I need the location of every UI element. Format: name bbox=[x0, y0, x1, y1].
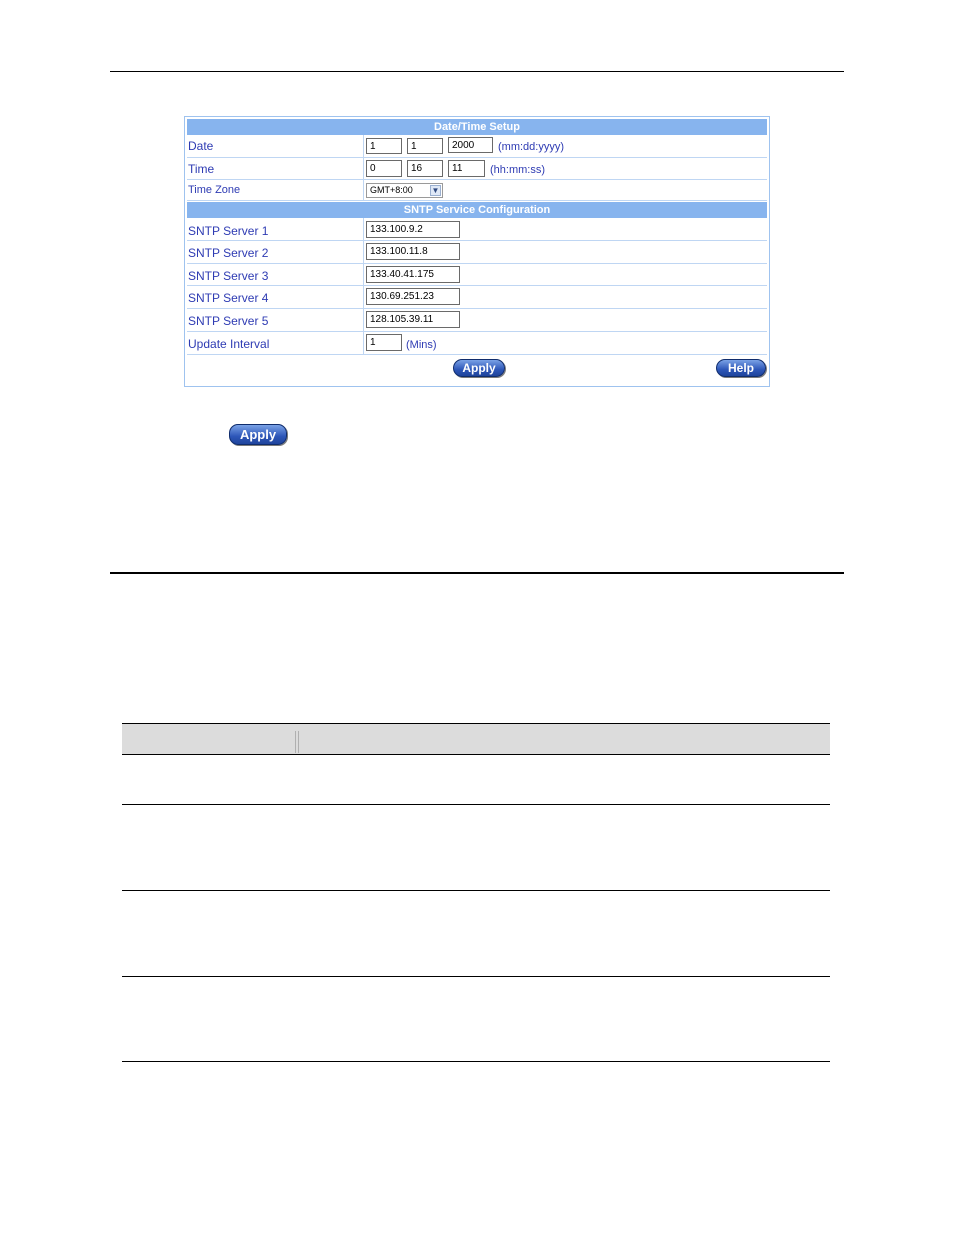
timezone-row bbox=[187, 180, 767, 201]
table-row-divider bbox=[122, 804, 830, 805]
time-hour-input[interactable]: 0 bbox=[366, 160, 402, 177]
sntp-server-5-input[interactable]: 128.105.39.11 bbox=[366, 311, 460, 328]
date-label: Date bbox=[188, 139, 214, 153]
column-divider bbox=[295, 731, 299, 753]
chevron-down-icon[interactable]: ▼ bbox=[431, 186, 440, 195]
sntp-server-4-label: SNTP Server 4 bbox=[188, 291, 269, 305]
date-day-input[interactable]: 1 bbox=[407, 138, 443, 154]
sntp-server-4-input[interactable]: 130.69.251.23 bbox=[366, 288, 460, 305]
time-row bbox=[187, 158, 767, 180]
help-button[interactable]: Help bbox=[716, 359, 766, 377]
apply-button-illustration[interactable]: Apply bbox=[229, 424, 287, 445]
sntp-server-5-label: SNTP Server 5 bbox=[188, 314, 269, 328]
update-interval-row bbox=[187, 332, 767, 355]
sntp-server-row bbox=[187, 309, 767, 332]
header-rule bbox=[110, 71, 844, 72]
section-rule bbox=[110, 572, 844, 574]
update-interval-unit: (Mins) bbox=[406, 339, 437, 351]
date-format-hint: (mm:dd:yyyy) bbox=[498, 141, 564, 153]
sntp-server-row bbox=[187, 286, 767, 309]
sntp-server-row bbox=[187, 218, 767, 241]
sntp-server-row bbox=[187, 241, 767, 264]
timezone-select[interactable] bbox=[366, 183, 443, 198]
date-month-input[interactable]: 1 bbox=[366, 138, 402, 154]
sntp-server-2-label: SNTP Server 2 bbox=[188, 246, 269, 260]
timezone-value: GMT+8:00 bbox=[370, 185, 413, 195]
update-interval-input[interactable]: 1 bbox=[366, 334, 402, 351]
sntp-server-1-input[interactable]: 133.100.9.2 bbox=[366, 221, 460, 238]
sntp-server-1-label: SNTP Server 1 bbox=[188, 224, 269, 238]
table-row-divider bbox=[122, 976, 830, 977]
table-row-divider bbox=[122, 1061, 830, 1062]
sntp-config-header: SNTP Service Configuration bbox=[187, 202, 767, 218]
table-row-divider bbox=[122, 890, 830, 891]
datetime-setup-header: Date/Time Setup bbox=[187, 119, 767, 135]
time-label: Time bbox=[188, 162, 215, 176]
apply-button[interactable]: Apply bbox=[453, 359, 505, 377]
sntp-server-row bbox=[187, 264, 767, 286]
sntp-server-2-input[interactable]: 133.100.11.8 bbox=[366, 243, 460, 260]
table-header bbox=[122, 723, 830, 755]
time-second-input[interactable]: 11 bbox=[448, 160, 485, 177]
timezone-label: Time Zone bbox=[188, 184, 241, 196]
sntp-server-3-label: SNTP Server 3 bbox=[188, 269, 269, 283]
date-row bbox=[187, 135, 767, 158]
date-year-input[interactable]: 2000 bbox=[448, 137, 493, 153]
datetime-panel bbox=[184, 116, 770, 387]
time-format-hint: (hh:mm:ss) bbox=[490, 164, 545, 176]
update-interval-label: Update Interval bbox=[188, 337, 270, 351]
sntp-server-3-input[interactable]: 133.40.41.175 bbox=[366, 266, 460, 283]
time-minute-input[interactable]: 16 bbox=[407, 160, 443, 177]
